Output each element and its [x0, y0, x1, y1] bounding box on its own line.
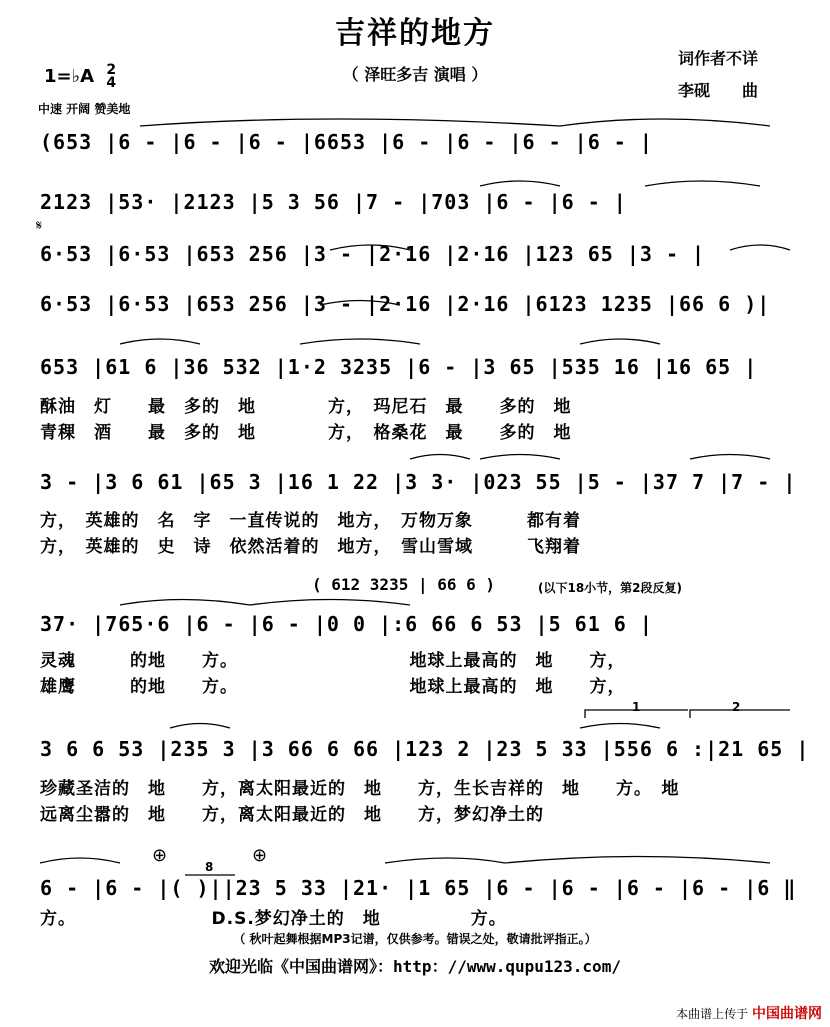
score-system-2: 2123 |53· |2123 |5 3 56 |7 - |703 |6 - |6 - | — [40, 190, 627, 214]
score-system-3: 6·53 |6·53 |653 256 |3 - |2·16 |2·16 |123 65 |3 - | — [40, 242, 706, 266]
lyrics-verse1-line2: 方， 英雄的 名 字 一直传说的 地方， 万物万象 都有着 — [40, 511, 581, 531]
lyrics-verse1-line3: 灵魂 的地 方。 地球上最高的 地 方， — [40, 651, 626, 671]
score-system-5: 653 |61 6 |36 532 |1·2 3235 |6 - |3 65 |535 16 |16 65 | — [40, 355, 758, 379]
time-bottom: 4 — [106, 75, 117, 91]
lyrics-verse2-line3: 雄鹰 的地 方。 地球上最高的 地 方， — [40, 677, 626, 697]
tempo-marking: 中速 开阔 赞美地 — [38, 102, 131, 116]
lyricist-credit: 词作者不详 — [678, 49, 759, 68]
coda-icon-2: ⊕ — [252, 845, 268, 866]
score-system-9: 6 - |6 - |( )||23 5 33 |21· |1 65 |6 - |6 - |6 - |6 - |6 ‖ — [40, 876, 797, 900]
time-top: 2 — [106, 62, 117, 78]
coda-icon: ⊕ — [152, 845, 168, 866]
composer-credit: 李砚 曲 — [678, 81, 759, 100]
page-title: 吉祥的地方 — [335, 16, 495, 51]
score-system-8: 3 6 6 53 |235 3 |3 66 6 66 |123 2 |23 5 33 |556 6 :|21 65 | — [40, 737, 810, 761]
multi-rest-count: 8 — [205, 860, 214, 874]
lyrics-verse2-line4: 远离尘嚣的 地 方，离太阳最近的 地 方，梦幻净土的 — [40, 805, 544, 825]
transcription-note: （ 秋叶起舞根据MP3记谱，仅供参考。错误之处，敬请批评指正。） — [233, 932, 597, 946]
interlude-prefix: ( 612 3235 | 66 6 ) — [312, 575, 496, 594]
lyrics-verse2-line1: 青稞 酒 最 多的 地 方， 格桑花 最 多的 地 — [40, 423, 572, 443]
lyrics-verse1-line1: 酥油 灯 最 多的 地 方， 玛尼石 最 多的 地 — [40, 397, 572, 417]
key-label: 1=♭A — [44, 66, 95, 87]
key-signature — [44, 64, 116, 90]
lyrics-verse1-line4: 珍藏圣洁的 地 方，离太阳最近的 地 方，生长吉祥的 地 方。 地 — [40, 779, 680, 799]
score-system-4: 6·53 |6·53 |653 256 |3 - |2·16 |2·16 |6123 1235 |66 6 )| — [40, 292, 771, 316]
segno-icon: 𝄋 — [36, 218, 43, 234]
score-system-1: (653 |6 - |6 - |6 - |6653 |6 - |6 - |6 - |6 - | — [40, 130, 653, 154]
performer-subtitle: （ 泽旺多吉 演唱 ） — [342, 65, 488, 84]
upload-badge — [676, 1003, 822, 1023]
score-system-6: 3 - |3 6 61 |65 3 |16 1 22 |3 3· |023 55 |5 - |37 7 |7 - | — [40, 470, 797, 494]
volta-1: 1 — [632, 700, 641, 714]
lyrics-verse2-line2: 方， 英雄的 史 诗 依然活着的 地方， 雪山雪域 飞翔着 — [40, 537, 581, 557]
lyrics-final-line: 方。 D.S.梦幻净土的 地 方。 — [40, 909, 507, 929]
volta-2: 2 — [732, 700, 741, 714]
repeat-note: (以下18小节，第2段反复) — [538, 581, 683, 595]
brand-logo: 中国曲谱网 — [752, 1006, 822, 1022]
time-signature — [106, 64, 116, 90]
upload-label: 本曲谱上传于 — [676, 1007, 749, 1021]
welcome-line: 欢迎光临《中国曲谱网》：http：//www.qupu123.com/ — [209, 957, 621, 976]
score-system-7: 37· |765·6 |6 - |6 - |0 0 |:6 66 6 53 |5 61 6 | — [40, 612, 653, 636]
